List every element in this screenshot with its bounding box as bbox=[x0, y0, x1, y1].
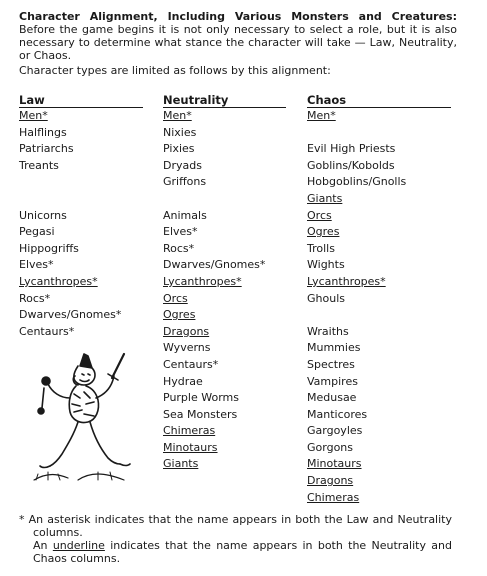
law-item: Centaurs* bbox=[19, 324, 75, 338]
neutrality-item: Sea Monsters bbox=[163, 407, 238, 421]
footnotes bbox=[19, 513, 452, 565]
law-item: Hippogriffs bbox=[19, 241, 79, 255]
chaos-header: Chaos bbox=[307, 93, 451, 108]
asterisk-footnote: * An asterisk indicates that the name appears in both the Law and Neutrality columns. bbox=[19, 513, 452, 539]
neutrality-item: Orcs bbox=[163, 291, 188, 305]
law-item: Unicorns bbox=[19, 208, 67, 222]
neutrality-item: Animals bbox=[163, 208, 207, 222]
chaos-item: Mummies bbox=[307, 341, 361, 355]
chaos-item: Dragons bbox=[307, 474, 354, 488]
neutrality-item: Ogres bbox=[163, 308, 196, 322]
law-spacer bbox=[19, 191, 143, 208]
chaos-item: Giants bbox=[307, 191, 343, 205]
law-item: Halflings bbox=[19, 125, 67, 139]
law-item: Dwarves/Gnomes* bbox=[19, 308, 122, 322]
law-header: Law bbox=[19, 93, 143, 108]
law-item: Men* bbox=[19, 109, 48, 122]
neutrality-item: Elves* bbox=[163, 225, 198, 239]
neutrality-item: Dwarves/Gnomes* bbox=[163, 258, 266, 272]
neutrality-item: Purple Worms bbox=[163, 391, 239, 405]
chaos-item: Hobgoblins/Gnolls bbox=[307, 175, 407, 189]
chaos-item: Wraiths bbox=[307, 324, 349, 338]
neutrality-item: Hydrae bbox=[163, 374, 203, 388]
law-item: Pegasi bbox=[19, 225, 55, 239]
chaos-item: Orcs bbox=[307, 208, 332, 222]
chaos-item: Manticores bbox=[307, 407, 368, 421]
chaos-item: Medusae bbox=[307, 391, 357, 405]
neutrality-list bbox=[163, 108, 286, 473]
neutrality-item: Rocs* bbox=[163, 241, 195, 255]
chaos-item: Evil High Priests bbox=[307, 142, 396, 156]
law-spacer bbox=[19, 174, 143, 191]
chaos-item: Gorgons bbox=[307, 440, 353, 454]
intro-paragraph bbox=[19, 10, 457, 62]
underline-word: underline bbox=[52, 539, 105, 552]
intro-title: Character Alignment, Including Various Monsters and Creatures: bbox=[19, 10, 457, 23]
neutrality-item: Men* bbox=[163, 109, 192, 122]
chaos-spacer bbox=[307, 307, 451, 324]
neutrality-item: Pixies bbox=[163, 142, 195, 156]
chaos-item: Trolls bbox=[307, 241, 335, 255]
limited-text: Character types are limited as follows by this alignment: bbox=[19, 64, 331, 77]
chaos-item: Gargoyles bbox=[307, 424, 363, 438]
neutrality-item: Dryads bbox=[163, 158, 202, 172]
chaos-item: Chimeras bbox=[307, 490, 360, 504]
neutrality-item: Dragons bbox=[163, 324, 210, 338]
chaos-item: Ghouls bbox=[307, 291, 345, 305]
chaos-item: Men* bbox=[307, 109, 336, 122]
chaos-item: Ogres bbox=[307, 225, 340, 239]
law-item: Elves* bbox=[19, 258, 54, 272]
chaos-spacer bbox=[307, 125, 451, 142]
neutrality-item: Wyverns bbox=[163, 341, 211, 355]
neutrality-item: Lycanthropes* bbox=[163, 274, 242, 288]
neutrality-item: Chimeras bbox=[163, 424, 216, 438]
neutrality-item: Nixies bbox=[163, 125, 197, 139]
chaos-column bbox=[307, 93, 451, 506]
jester-figure-icon bbox=[28, 348, 134, 482]
law-item: Rocs* bbox=[19, 291, 51, 305]
law-item: Patriarchs bbox=[19, 142, 74, 156]
neutrality-item: Minotaurs bbox=[163, 440, 218, 454]
neutrality-item: Griffons bbox=[163, 175, 207, 189]
law-column bbox=[19, 93, 143, 340]
underline-footnote: An underline indicates that the name appears in both the Neutrality and Chaos columns. bbox=[33, 539, 452, 565]
chaos-item: Spectres bbox=[307, 357, 355, 371]
neutrality-header: Neutrality bbox=[163, 93, 286, 108]
law-item: Lycanthropes* bbox=[19, 274, 98, 288]
neutrality-column bbox=[163, 93, 286, 473]
chaos-item: Minotaurs bbox=[307, 457, 362, 471]
chaos-item: Wights bbox=[307, 258, 345, 272]
chaos-item: Lycanthropes* bbox=[307, 274, 386, 288]
chaos-item: Vampires bbox=[307, 374, 358, 388]
neutrality-spacer bbox=[163, 191, 286, 208]
law-list bbox=[19, 108, 143, 340]
neutrality-item: Centaurs* bbox=[163, 357, 219, 371]
neutrality-item: Giants bbox=[163, 457, 199, 471]
chaos-list bbox=[307, 108, 451, 506]
chaos-item: Goblins/Kobolds bbox=[307, 158, 395, 172]
law-item: Treants bbox=[19, 158, 59, 172]
intro-text: Before the game begins it is not only necessary to select a role, but it is also necessary to determine what stance the character will take — Law, Neutrality, or Chaos. bbox=[19, 23, 457, 62]
